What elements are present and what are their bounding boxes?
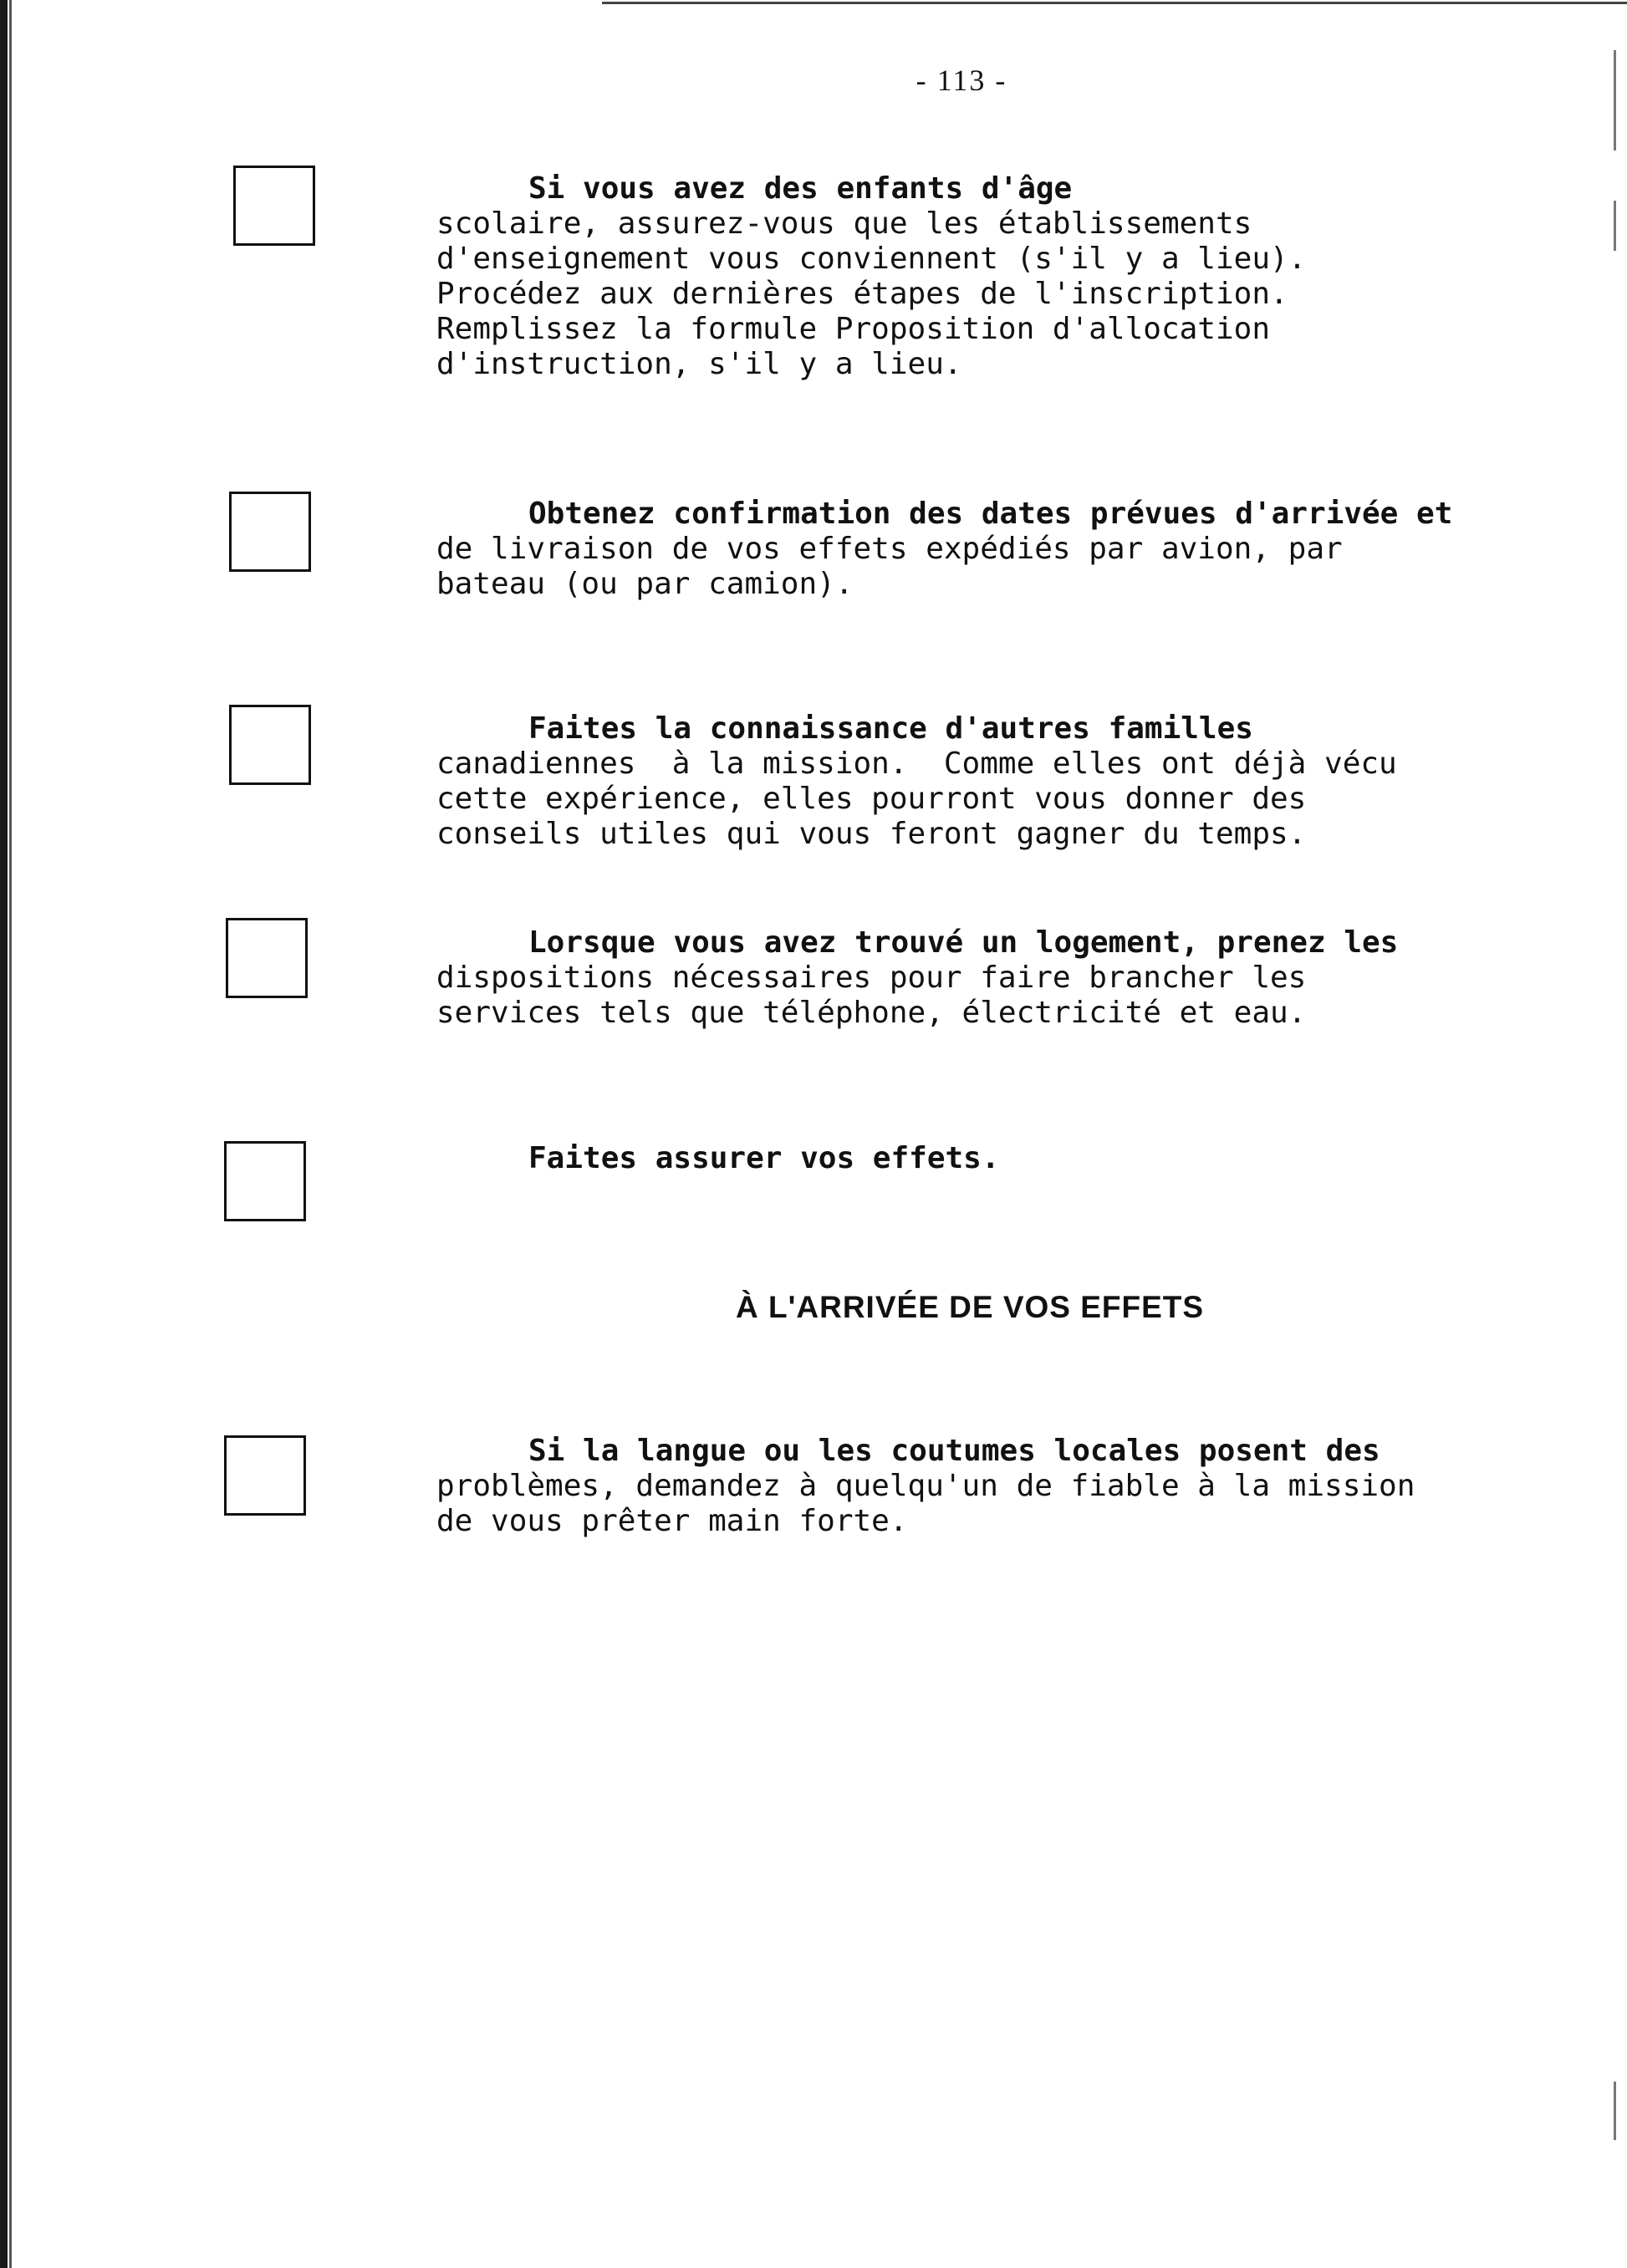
item-line: cette expérience, elles pourront vous donner des — [436, 782, 1307, 816]
item-lead: Si la langue ou les coutumes locales posent des — [528, 1434, 1380, 1468]
checklist-item-4 — [436, 925, 1456, 1031]
item-line: scolaire, assurez-vous que les établissements — [436, 206, 1252, 241]
scan-top-rule — [602, 2, 1627, 4]
scan-binding-edge-inner — [9, 0, 12, 2268]
item-lead: Lorsque vous avez trouvé un logement, prenez les — [528, 925, 1399, 960]
checklist-checkbox-2[interactable] — [229, 492, 311, 572]
item-line: conseils utiles qui vous feront gagner du temps. — [436, 817, 1307, 851]
item-line: dispositions nécessaires pour faire brancher les — [436, 961, 1307, 995]
item-lead: Obtenez confirmation des dates prévues d'arrivée et — [528, 497, 1453, 531]
checklist-checkbox-3[interactable] — [229, 705, 311, 785]
section-heading: À L'ARRIVÉE DE VOS EFFETS — [736, 1290, 1205, 1324]
item-line: de vous prêter main forte. — [436, 1504, 908, 1538]
checklist-item-2 — [436, 497, 1456, 602]
checklist-checkbox-6[interactable] — [224, 1435, 306, 1516]
item-lead: Si vous avez des enfants d'âge — [528, 171, 1073, 206]
item-lead: Faites la connaissance d'autres familles — [528, 711, 1253, 746]
item-line: d'enseignement vous conviennent (s'il y a lieu). — [436, 242, 1307, 276]
scan-binding-edge — [0, 0, 8, 2268]
checklist-checkbox-1[interactable] — [233, 166, 315, 246]
item-line: problèmes, demandez à quelqu'un de fiable à la mission — [436, 1469, 1415, 1503]
checklist-item-1 — [436, 171, 1456, 382]
item-line: canadiennes à la mission. Comme elles ont déjà vécu — [436, 747, 1397, 781]
item-line: Remplissez la formule Proposition d'allocation — [436, 312, 1270, 346]
scan-right-mark — [1614, 2082, 1616, 2140]
scan-right-mark — [1614, 50, 1616, 150]
item-line: d'instruction, s'il y a lieu. — [436, 347, 962, 381]
checklist-checkbox-4[interactable] — [226, 918, 308, 998]
item-line: de livraison de vos effets expédiés par avion, par — [436, 532, 1343, 566]
checklist-item-3 — [436, 711, 1456, 852]
item-line: bateau (ou par camion). — [436, 567, 854, 601]
item-line: Procédez aux dernières étapes de l'inscription. — [436, 277, 1288, 311]
checklist-item-6 — [436, 1434, 1456, 1539]
item-line: services tels que téléphone, électricité et eau. — [436, 996, 1307, 1030]
scan-right-mark — [1614, 201, 1616, 251]
page-number: - 113 - — [916, 64, 1007, 97]
checklist-checkbox-5[interactable] — [224, 1141, 306, 1221]
checklist-item-5 — [436, 1141, 1456, 1176]
item-lead: Faites assurer vos effets. — [528, 1141, 1000, 1175]
